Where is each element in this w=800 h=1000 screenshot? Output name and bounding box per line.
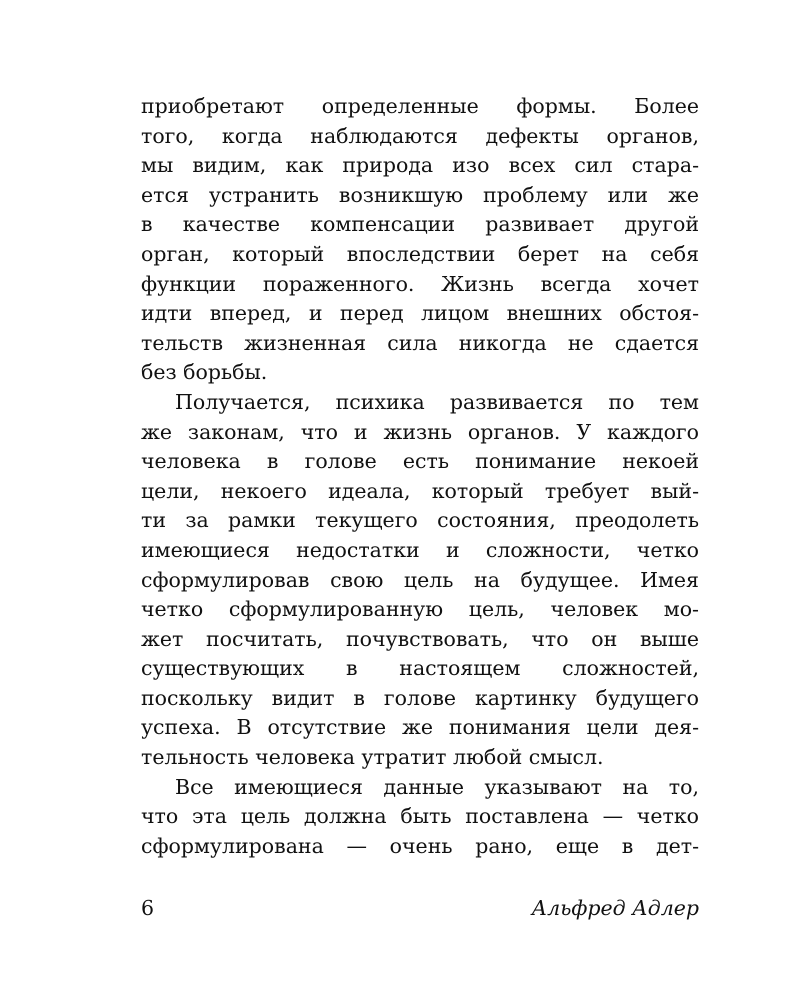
text-line: мы видим, как природа изо всех сил стара- [141, 153, 699, 178]
text-line: в качестве компенсации развивает другой [141, 212, 699, 237]
body-text [141, 92, 699, 861]
text-line: что эта цель должна быть поставлена — четко [141, 804, 699, 829]
text-line: существующих в настоящем сложностей, [141, 656, 699, 681]
text-line: сформулирована — очень рано, еще в дет- [141, 833, 699, 858]
text-line: того, когда наблюдаются дефекты органов, [141, 123, 699, 148]
text-line: приобретают определенные формы. Более [141, 94, 699, 118]
text-line: тельность человека утратит любой смысл. [141, 745, 604, 770]
text-line: орган, который впоследствии берет на себя [141, 241, 699, 266]
text-line: тельств жизненная сила никогда не сдается [141, 330, 699, 355]
text-line: идти вперед, и перед лицом внешних обстоя- [141, 301, 699, 326]
running-footer-author: Альфред Адлер [531, 896, 699, 920]
text-line: Все имеющиеся данные указывают на то, [175, 774, 699, 799]
page-number: 6 [141, 896, 155, 920]
text-line: жет посчитать, почувствовать, что он выше [141, 626, 699, 651]
text-line: ти за рамки текущего состояния, преодолеть [141, 508, 699, 533]
text-line: ется устранить возникшую проблему или же [141, 182, 699, 207]
text-line: сформулировав свою цель на будущее. Имея [141, 567, 699, 592]
text-line: четко сформулированную цель, человек мо- [141, 597, 699, 622]
text-line: человека в голове есть понимание некоей [141, 449, 699, 474]
text-line: поскольку видит в голове картинку будущего [141, 685, 699, 710]
text-line: имеющиеся недостатки и сложности, четко [141, 537, 699, 562]
text-line: же законам, что и жизнь органов. У каждого [141, 419, 699, 444]
text-line: успеха. В отсутствие же понимания цели дея- [141, 715, 699, 740]
text-line: Получается, психика развивается по тем [175, 389, 699, 414]
text-line: без борьбы. [141, 360, 268, 385]
text-line: функции пораженного. Жизнь всегда хочет [141, 271, 699, 296]
text-line: цели, некоего идеала, который требует вый- [141, 478, 699, 503]
